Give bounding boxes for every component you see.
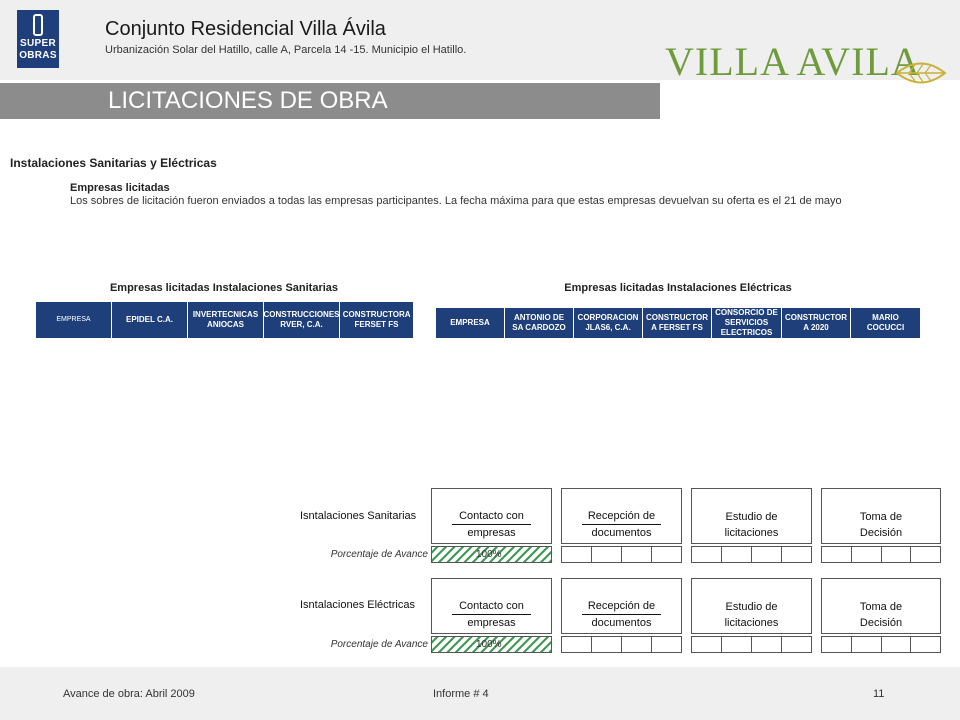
stage-decision-label: Toma de Decisión bbox=[859, 601, 903, 629]
pct-label: Porcentaje de Avance bbox=[330, 639, 428, 650]
stage-contacto-line2: empresas bbox=[467, 527, 516, 539]
table-header-cell: CONSTRUCTOR A 2020 bbox=[782, 308, 851, 338]
footer-report: Informe # 4 bbox=[433, 688, 489, 700]
table-header-cell: CONSTRUCTOR A FERSET FS bbox=[643, 308, 712, 338]
progress-bar-decision bbox=[821, 546, 941, 563]
pct-label: Porcentaje de Avance bbox=[330, 549, 428, 560]
stage-estudio-label: Estudio de licitaciones bbox=[724, 511, 779, 539]
stage-contacto-box bbox=[431, 578, 552, 634]
stage-estudio-label: Estudio de licitaciones bbox=[724, 601, 779, 629]
header-title: Conjunto Residencial Villa Ávila bbox=[105, 18, 386, 40]
logo-line-2: OBRAS bbox=[19, 50, 57, 61]
section-subtitle: Empresas licitadas bbox=[70, 182, 170, 194]
electricas-table bbox=[436, 308, 920, 338]
stage-estudio-box bbox=[691, 578, 812, 634]
stage-contacto-box bbox=[431, 488, 552, 544]
stage-contacto-line2: empresas bbox=[467, 617, 516, 629]
table-header-cell: INVERTECNICAS ANIOCAS bbox=[188, 302, 264, 338]
stage-recepcion-line1: Recepción de bbox=[582, 598, 661, 615]
stage-contacto-line1: Contacto con bbox=[452, 508, 531, 525]
leaf-icon bbox=[895, 60, 947, 86]
page-number: 11 bbox=[873, 688, 885, 700]
stage-contacto-line1: Contacto con bbox=[452, 598, 531, 615]
stage-recepcion-line2: documentos bbox=[591, 617, 652, 629]
section-body: Los sobres de licitación fueron enviados a todas las empresas participantes. La fecha máxima para que estas empresas devuelvan su oferta es el 21 de mayo bbox=[70, 195, 842, 207]
electricas-table-title: Empresas licitadas Instalaciones Eléctricas bbox=[564, 282, 792, 294]
progress-bar-decision bbox=[821, 636, 941, 653]
table-header-cell: CONSTRUCCIONES RVER, C.A. bbox=[264, 302, 340, 338]
stage-decision-box bbox=[821, 488, 941, 544]
progress-value: 100% bbox=[476, 549, 502, 560]
footer-date: Avance de obra: Abril 2009 bbox=[63, 688, 195, 700]
super-obras-logo bbox=[17, 10, 59, 68]
table-header-cell: EMPRESA bbox=[436, 308, 505, 338]
table-header-cell: MARIO COCUCCI bbox=[866, 313, 905, 332]
table-header-cell: CONSTRUCTORA FERSET FS bbox=[342, 310, 411, 329]
sanitarias-table bbox=[36, 302, 413, 338]
table-header-cell: CORPORACION JLAS6, C.A. bbox=[574, 308, 643, 338]
sanitarias-table-title: Empresas licitadas Instalaciones Sanitarias bbox=[109, 282, 339, 294]
section-title: Instalaciones Sanitarias y Eléctricas bbox=[10, 156, 217, 170]
stage-recepcion-box bbox=[561, 488, 682, 544]
progress-row-title: Isntalaciones Sanitarias bbox=[300, 510, 417, 522]
logo-line-1: SUPER bbox=[20, 38, 56, 49]
stage-decision-label: Toma de Decisión bbox=[859, 511, 903, 539]
stage-recepcion-line1: Recepción de bbox=[582, 508, 661, 525]
stage-recepcion-line2: documentos bbox=[591, 527, 652, 539]
banner-title: LICITACIONES DE OBRA bbox=[108, 87, 388, 114]
header-subtitle: Urbanización Solar del Hatillo, calle A, Parcela 14 -15. Municipio el Hatillo. bbox=[105, 44, 467, 56]
progress-bar-estudio bbox=[691, 546, 812, 563]
villa-avila-logo: VILLA AVILA bbox=[665, 39, 921, 84]
table-header-cell: CONSORCIO DE SERVICIOS ELECTRICOS bbox=[712, 308, 782, 338]
stage-estudio-box bbox=[691, 488, 812, 544]
table-header-cell: EMPRESA bbox=[36, 302, 112, 338]
progress-bar-recepcion bbox=[561, 546, 682, 563]
progress-value: 100% bbox=[476, 639, 502, 650]
progress-bar-estudio bbox=[691, 636, 812, 653]
stage-recepcion-box bbox=[561, 578, 682, 634]
table-header-cell: EPIDEL C.A. bbox=[112, 302, 188, 338]
progress-bar-recepcion bbox=[561, 636, 682, 653]
logo-emblem-icon bbox=[33, 14, 43, 36]
progress-row-title: Isntalaciones Eléctricas bbox=[300, 599, 415, 611]
stage-decision-box bbox=[821, 578, 941, 634]
table-header-cell: ANTONIO DE SA CARDOZO bbox=[505, 308, 574, 338]
